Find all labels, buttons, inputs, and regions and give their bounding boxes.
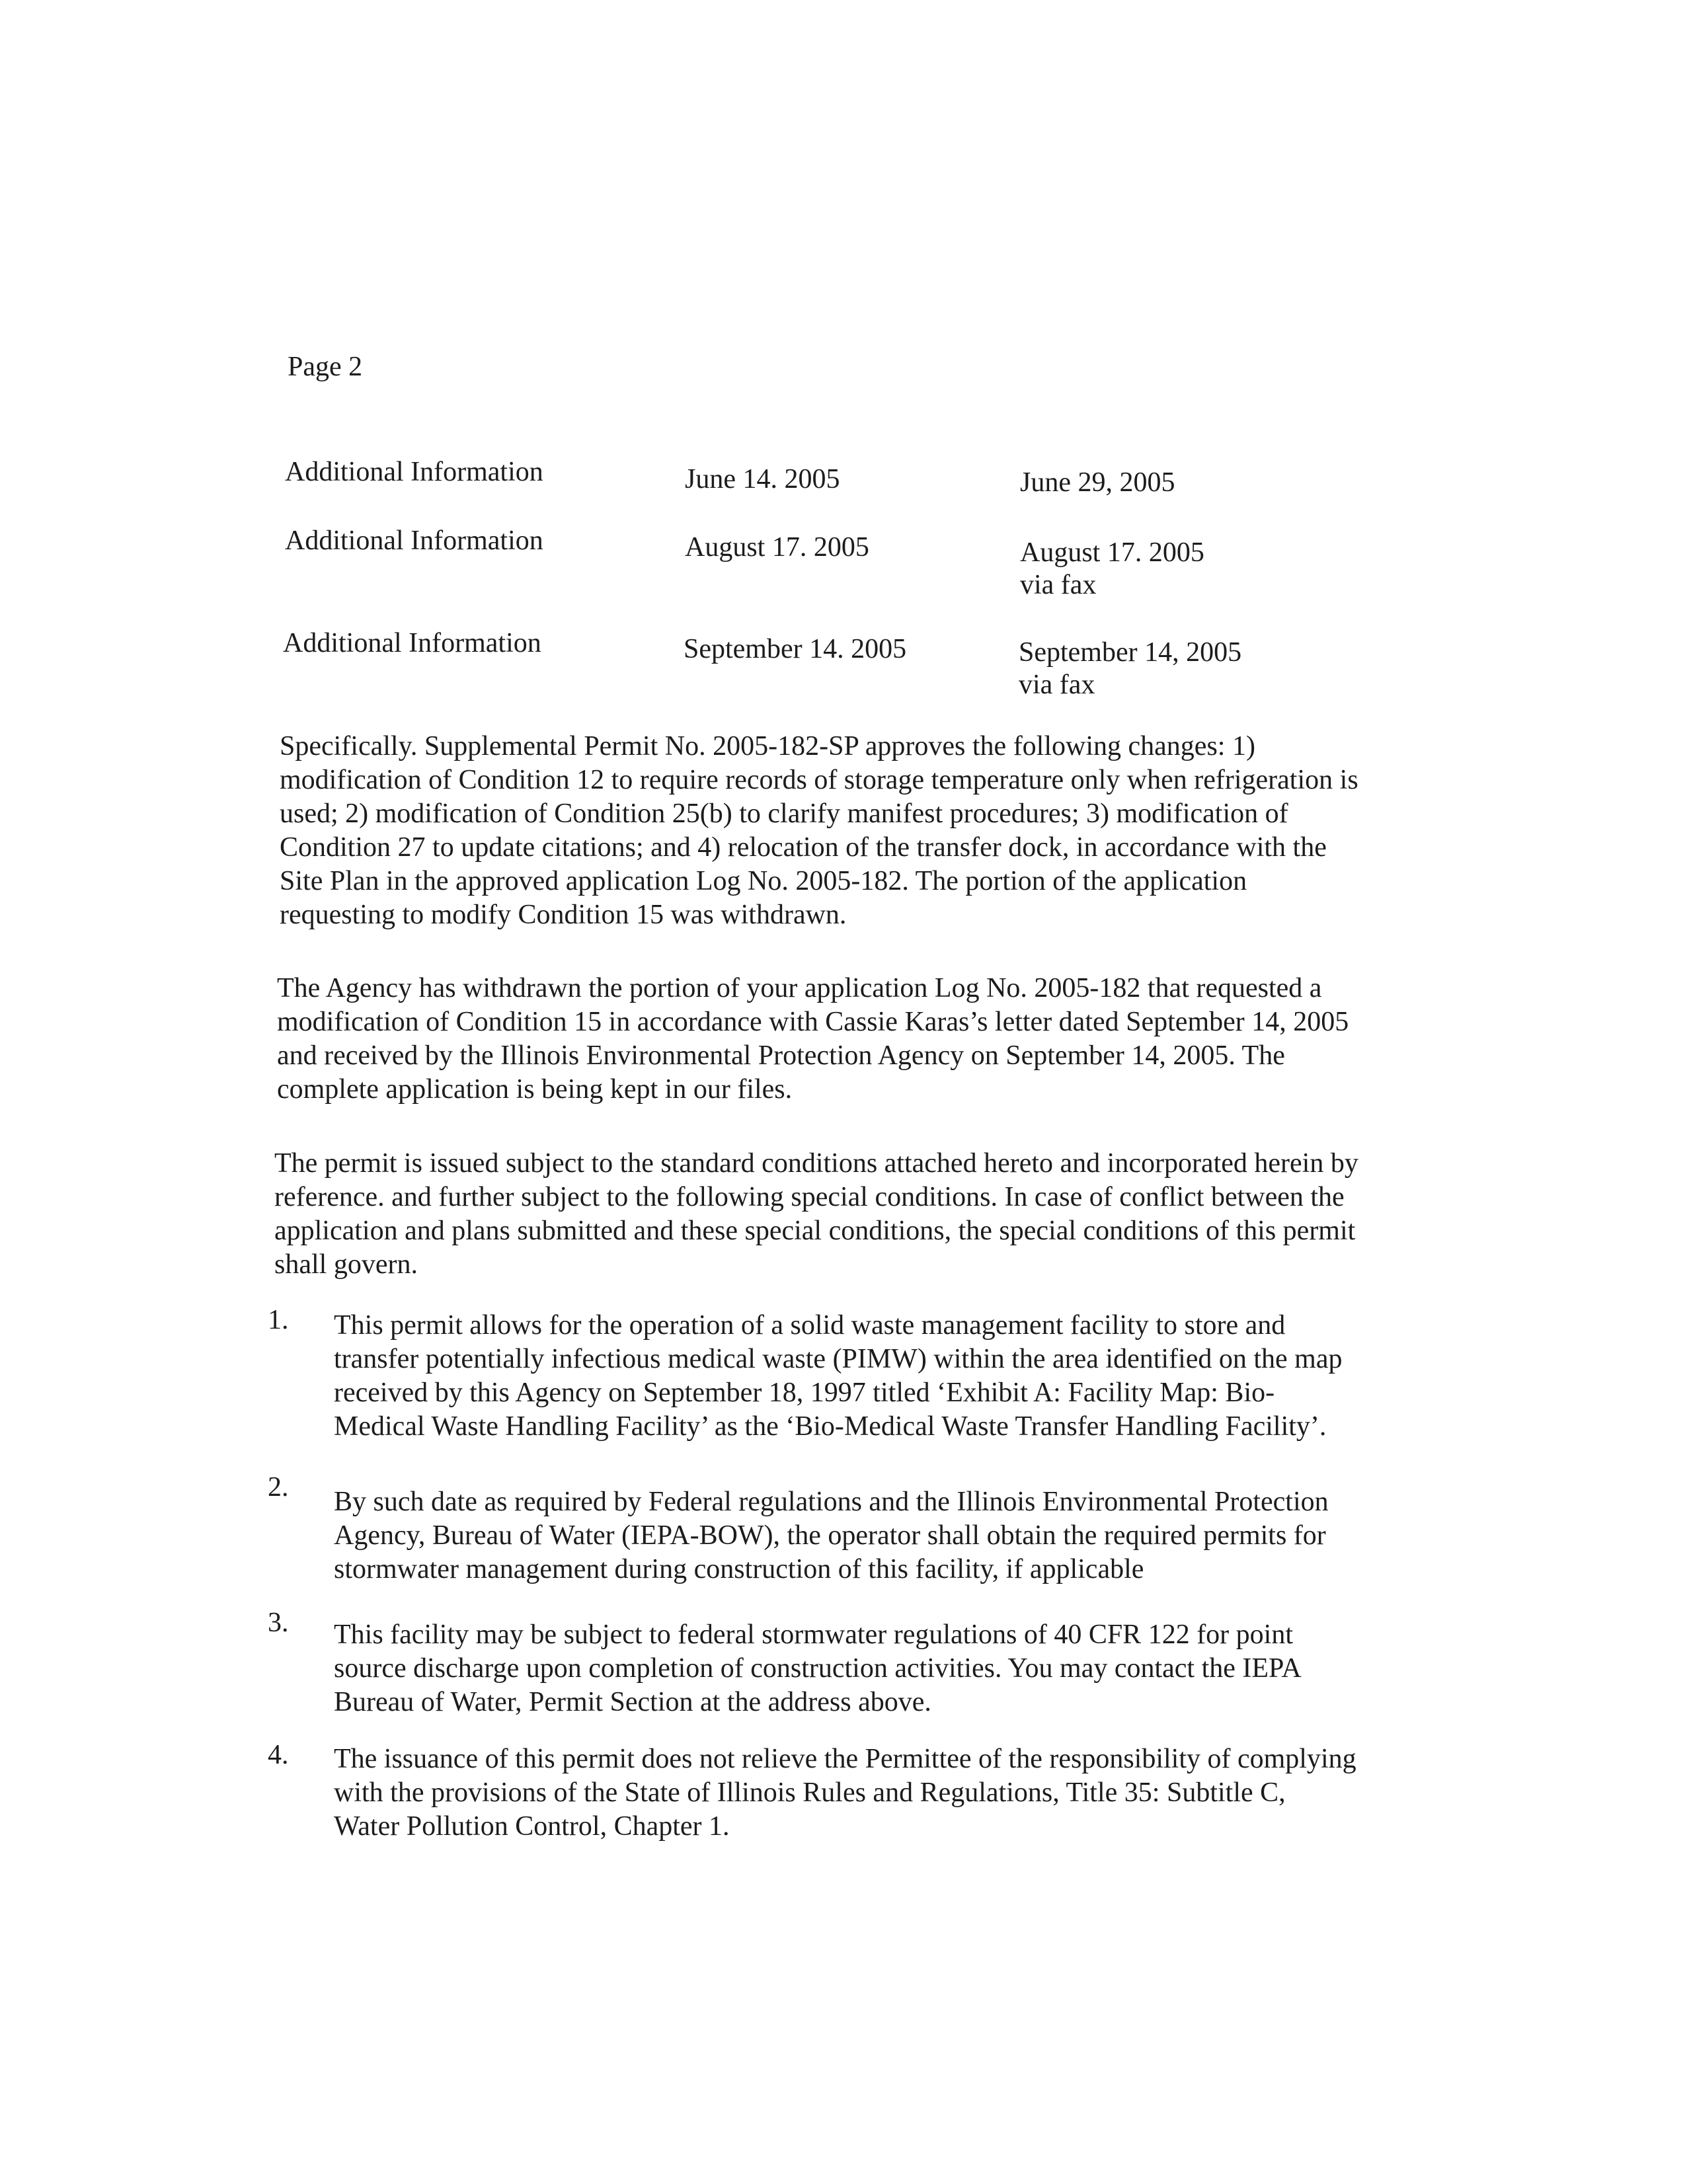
condition-number: 4. [268, 1740, 289, 1770]
dated-cell: September 14. 2005 [684, 634, 907, 664]
document-cell: Additional Information [283, 628, 541, 658]
text-line: and received by the Illinois Environmental Protection Agency on September 14, 2005. The [277, 1040, 1285, 1071]
condition-text [334, 1742, 1356, 1844]
text-line: Specifically. Supplemental Permit No. 2005-182-SP approves the following changes: 1) [280, 731, 1255, 761]
received-cell [1020, 467, 1175, 499]
received-method: via fax [1019, 670, 1095, 700]
text-line: with the provisions of the State of Illinois Rules and Regulations, Title 35: Subtitle C, [334, 1777, 1286, 1808]
text-line: stormwater management during construction of this facility, if applicable [334, 1554, 1144, 1584]
text-line: transfer potentially infectious medical waste (PIMW) within the area identified on the map [334, 1344, 1343, 1374]
condition-text [334, 1309, 1343, 1444]
received-date: September 14, 2005 [1019, 637, 1242, 668]
received-date: June 29, 2005 [1020, 467, 1175, 498]
condition-number: 2. [268, 1472, 289, 1502]
text-line: Bureau of Water, Permit Section at the address above. [334, 1687, 931, 1717]
text-line: reference. and further subject to the following special conditions. In case of conflict between the [274, 1182, 1345, 1212]
text-line: Site Plan in the approved application Log No. 2005-182. The portion of the application [280, 866, 1247, 896]
page-label: Page 2 [288, 352, 363, 382]
special-condition [268, 1742, 1356, 1844]
text-line: Agency, Bureau of Water (IEPA-BOW), the operator shall obtain the required permits for [334, 1520, 1326, 1551]
text-line: This permit allows for the operation of a solid waste management facility to store and [334, 1310, 1286, 1341]
document-cell: Additional Information [285, 457, 543, 487]
text-line: The issuance of this permit does not relieve the Permittee of the responsibility of complying [334, 1744, 1356, 1774]
received-date: August 17. 2005 [1020, 537, 1204, 568]
text-line: modification of Condition 15 in accordance with Cassie Karas’s letter dated September 14, 2005 [277, 1007, 1349, 1037]
condition-number: 1. [268, 1305, 289, 1335]
text-line: requesting to modify Condition 15 was withdrawn. [280, 900, 847, 930]
document-cell: Additional Information [285, 526, 543, 556]
text-line: source discharge upon completion of construction activities. You may contact the IEPA [334, 1653, 1302, 1684]
received-method: via fax [1020, 570, 1097, 600]
text-line: Water Pollution Control, Chapter 1. [334, 1811, 730, 1842]
text-line: By such date as required by Federal regulations and the Illinois Environmental Protection [334, 1487, 1329, 1517]
text-line: used; 2) modification of Condition 25(b) to clarify manifest procedures; 3) modification of [280, 799, 1288, 829]
text-line: The permit is issued subject to the standard conditions attached hereto and incorporated herein by [274, 1148, 1358, 1179]
text-line: shall govern. [274, 1249, 418, 1280]
received-cell [1019, 637, 1241, 701]
condition-text [334, 1618, 1302, 1719]
condition-text [334, 1485, 1329, 1586]
paragraph-changes [280, 730, 1358, 932]
text-line: This facility may be subject to federal stormwater regulations of 40 CFR 122 for point [334, 1619, 1294, 1650]
text-line: application and plans submitted and these special conditions, the special conditions of this permit [274, 1216, 1356, 1246]
text-line: Medical Waste Handling Facility’ as the ‘Bio-Medical Waste Transfer Handling Facility’. [334, 1411, 1327, 1442]
text-line: modification of Condition 12 to require records of storage temperature only when refrigeration is [280, 765, 1358, 795]
dated-cell: June 14. 2005 [685, 464, 840, 494]
text-line: complete application is being kept in our files. [277, 1074, 793, 1105]
text-line: Condition 27 to update citations; and 4) relocation of the transfer dock, in accordance with the [280, 832, 1327, 863]
special-condition [268, 1472, 1329, 1586]
dated-cell: August 17. 2005 [685, 532, 869, 563]
special-condition [268, 1305, 1343, 1444]
special-condition [268, 1608, 1302, 1719]
condition-number: 3. [268, 1608, 289, 1638]
paragraph-permit-conditions [274, 1147, 1358, 1282]
received-cell [1020, 537, 1204, 602]
text-line: The Agency has withdrawn the portion of your application Log No. 2005-182 that requested a [277, 973, 1322, 1003]
paragraph-withdrawal [277, 972, 1349, 1107]
text-line: received by this Agency on September 18, 1997 titled ‘Exhibit A: Facility Map: Bio- [334, 1378, 1275, 1408]
